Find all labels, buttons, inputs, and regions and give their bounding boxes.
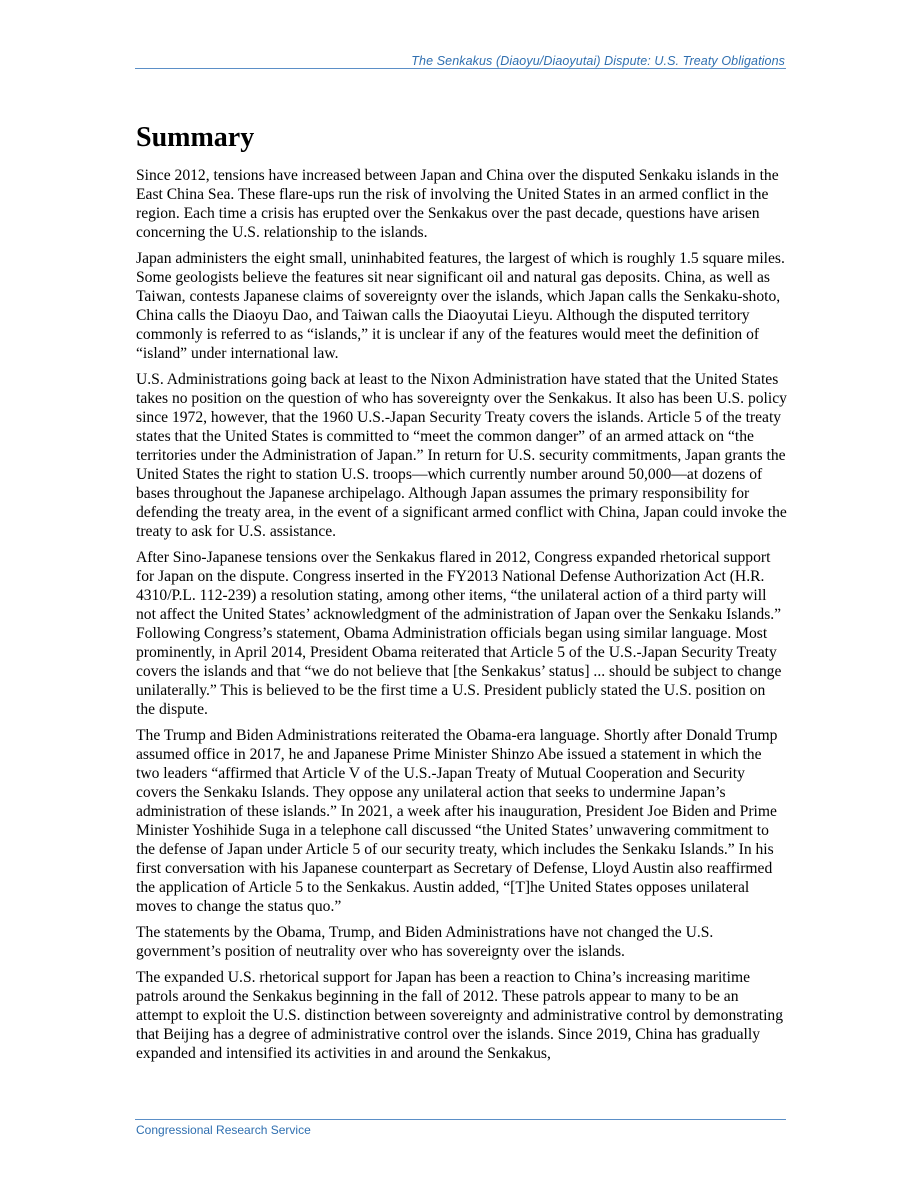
paragraph: U.S. Administrations going back at least to the Nixon Administration have stated that the United States takes no position on the question of who has sovereignty over the Senkakus. It also has been U.S. policy since 1972, however, that the 1960 U.S.-Japan Security Treaty covers the islands. Article 5 of the treaty states that the United States is committed to “meet the common danger” of an armed attack on “the territories under the Administration of Japan.” In return for U.S. security commitments, Japan grants the United States the right to station U.S. troops—which currently number around 50,000—at dozens of bases throughout the Japanese archipelago. Although Japan assumes the primary responsibility for defending the treaty area, in the event of a significant armed conflict with China, Japan could invoke the treaty to ask for U.S. assistance. — [136, 371, 787, 540]
paragraph: The Trump and Biden Administrations reiterated the Obama-era language. Shortly after Donald Trump assumed office in 2017, he and Japanese Prime Minister Shinzo Abe issued a statement in which the two leaders “affirmed that Article V of the U.S.-Japan Treaty of Mutual Cooperation and Security covers the Senkaku Islands. They oppose any unilateral action that seeks to undermine Japan’s administration of these islands.” In 2021, a week after his inauguration, President Joe Biden and Prime Minister Yoshihide Suga in a telephone call discussed “the United States’ unwavering commitment to the defense of Japan under Article 5 of our security treaty, which includes the Senkaku Islands.” In his first conversation with his Japanese counterpart as Secretary of Defense, Lloyd Austin also reaffirmed the application of Article 5 to the Senkakus. Austin added, “[T]he United States opposes unilateral moves to change the status quo.” — [136, 727, 778, 915]
header-divider — [135, 68, 786, 69]
footer-divider — [135, 1119, 786, 1120]
section-title: Summary — [136, 122, 255, 153]
paragraph: After Sino-Japanese tensions over the Senkakus flared in 2012, Congress expanded rhetorical support for Japan on the dispute. Congress inserted in the FY2013 National Defense Authorization Act (H.R. 4310/P.L. 112-239) a resolution stating, among other items, “the unilateral action of a third party will not affect the United States’ acknowledgment of the administration of Japan over the Senkaku Islands.” Following Congress’s statement, Obama Administration officials began using similar language. Most prominently, in April 2014, President Obama reiterated that Article 5 of the U.S.-Japan Security Treaty covers the islands and that “we do not believe that [the Senkakus’ status] ... should be subject to change unilaterally.” This is believed to be the first time a U.S. President publicly stated the U.S. position on the dispute. — [136, 549, 782, 718]
paragraph: The expanded U.S. rhetorical support for Japan has been a reaction to China’s increasing maritime patrols around the Senkakus beginning in the fall of 2012. These patrols appear to many to be an attempt to exploit the U.S. distinction between sovereignty and administrative control by demonstrating that Beijing has a degree of administrative control over the islands. Since 2019, China has gradually expanded and intensified its activities in and around the Senkakus, — [136, 969, 784, 1062]
paragraph: Japan administers the eight small, uninhabited features, the largest of which is roughly 1.5 square miles. Some geologists believe the features sit near significant oil and natural gas deposits. China, as well as Taiwan, contests Japanese claims of sovereignty over the islands, which Japan calls the Senkaku-shoto, China calls the Diaoyu Dao, and Taiwan calls the Diaoyutai Lieyu. Although the disputed territory commonly is referred to as “islands,” it is unclear if any of the features would meet the definition of “island” under international law. — [136, 250, 785, 362]
footer-publisher: Congressional Research Service — [136, 1123, 311, 1137]
running-header-title: The Senkakus (Diaoyu/Diaoyutai) Dispute: U.S. Treaty Obligations — [411, 54, 785, 68]
document-body — [136, 120, 787, 1070]
paragraph: Since 2012, tensions have increased between Japan and China over the disputed Senkaku islands in the East China Sea. These flare-ups run the risk of involving the United States in an armed conflict in the region. Each time a crisis has erupted over the Senkakus over the past decade, questions have arisen concerning the U.S. relationship to the islands. — [136, 167, 779, 241]
paragraph: The statements by the Obama, Trump, and Biden Administrations have not changed the U.S. government’s position of neutrality over who has sovereignty over the islands. — [136, 924, 714, 960]
